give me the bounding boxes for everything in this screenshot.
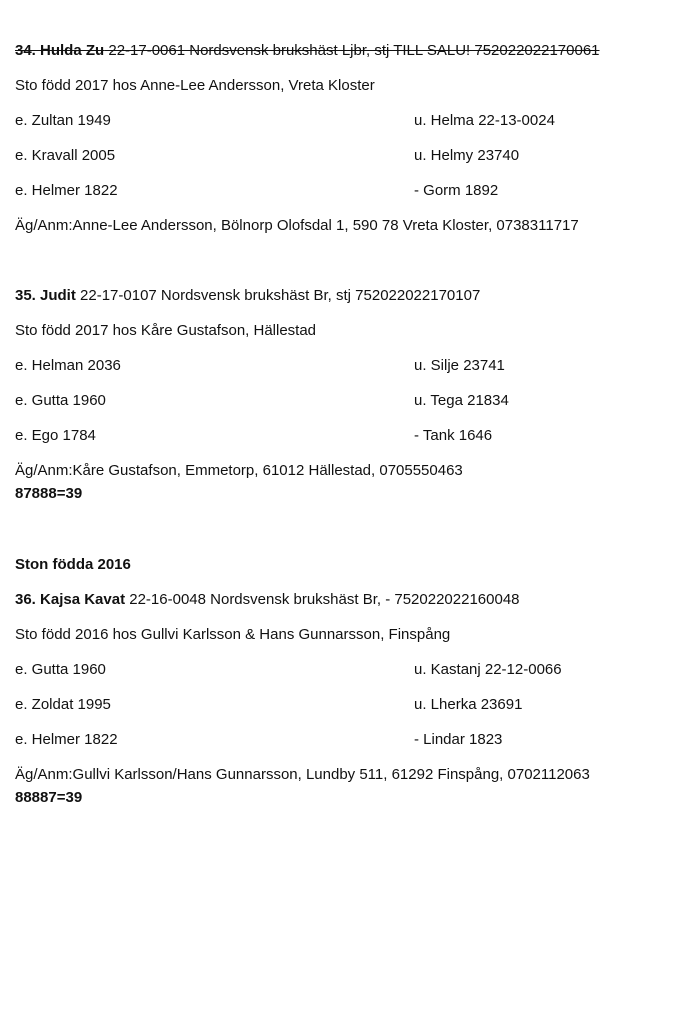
entry-36-owner: Äg/Anm:Gullvi Karlsson/Hans Gunnarsson, Lundby 511, 61292 Finspång, 0702112063 <box>15 766 590 783</box>
entry-35-score <box>15 485 82 503</box>
entry-35-score-value: 87888=39 <box>15 485 83 502</box>
entry-35-sire-1: e. Helman 2036 <box>15 357 121 374</box>
entry-34-sire-3: e. Helmer 1822 <box>15 182 118 199</box>
entry-36-number-name: 36. Kajsa Kavat <box>15 591 126 608</box>
entry-35-dam-3: - Tank 1646 <box>414 427 493 444</box>
entry-35-owner: Äg/Anm:Kåre Gustafson, Emmetorp, 61012 Hällestad, 0705550463 <box>15 462 463 479</box>
entry-36-dam-2: u. Lherka 23691 <box>414 696 523 713</box>
entry-35-dam-1: u. Silje 23741 <box>414 357 505 374</box>
entry-34-sire-1: e. Zultan 1949 <box>15 112 111 129</box>
entry-34-owner: Äg/Anm:Anne-Lee Andersson, Bölnorp Olofsdal 1, 590 78 Vreta Kloster, 0738311717 <box>15 217 579 234</box>
entry-35-sire-2: e. Gutta 1960 <box>15 392 106 409</box>
entry-36-title <box>15 591 520 609</box>
entry-34-number-name: 34. Hulda Zu <box>15 42 105 59</box>
entry-36-sire-1: e. Gutta 1960 <box>15 661 106 678</box>
entry-36-birth: Sto född 2016 hos Gullvi Karlsson & Hans Gunnarsson, Finspång <box>15 626 451 643</box>
entry-35-number-name: 35. Judit <box>15 287 76 304</box>
entry-36-dam-1: u. Kastanj 22-12-0066 <box>414 661 562 678</box>
entry-35-registration: 22-17-0107 Nordsvensk brukshäst Br, stj 752022022170107 <box>75 287 481 304</box>
entry-36-sire-2: e. Zoldat 1995 <box>15 696 111 713</box>
entry-34-title <box>15 42 600 60</box>
entry-34-dam-3: - Gorm 1892 <box>414 182 499 199</box>
entry-36-registration: 22-16-0048 Nordsvensk brukshäst Br, - 752022022160048 <box>125 591 520 608</box>
entry-35-birth: Sto född 2017 hos Kåre Gustafson, Hällestad <box>15 322 317 339</box>
entry-34-birth: Sto född 2017 hos Anne-Lee Andersson, Vreta Kloster <box>15 77 375 94</box>
section-heading <box>15 556 131 574</box>
entry-36-dam-3: - Lindar 1823 <box>414 731 503 748</box>
entry-34-dam-2: u. Helmy 23740 <box>414 147 520 164</box>
entry-36-sire-3: e. Helmer 1822 <box>15 731 118 748</box>
entry-34-sire-2: e. Kravall 2005 <box>15 147 116 164</box>
entry-36-score-value: 88887=39 <box>15 789 83 806</box>
section-heading-text: Ston födda 2016 <box>15 556 131 573</box>
entry-36-score <box>15 789 82 807</box>
entry-34-dam-1: u. Helma 22-13-0024 <box>414 112 555 129</box>
entry-35-title <box>15 287 480 305</box>
entry-35-sire-3: e. Ego 1784 <box>15 427 96 444</box>
entry-35-dam-2: u. Tega 21834 <box>414 392 509 409</box>
entry-34-registration: 22-17-0061 Nordsvensk brukshäst Ljbr, stj TILL SALU! 752022022170061 <box>104 42 600 59</box>
